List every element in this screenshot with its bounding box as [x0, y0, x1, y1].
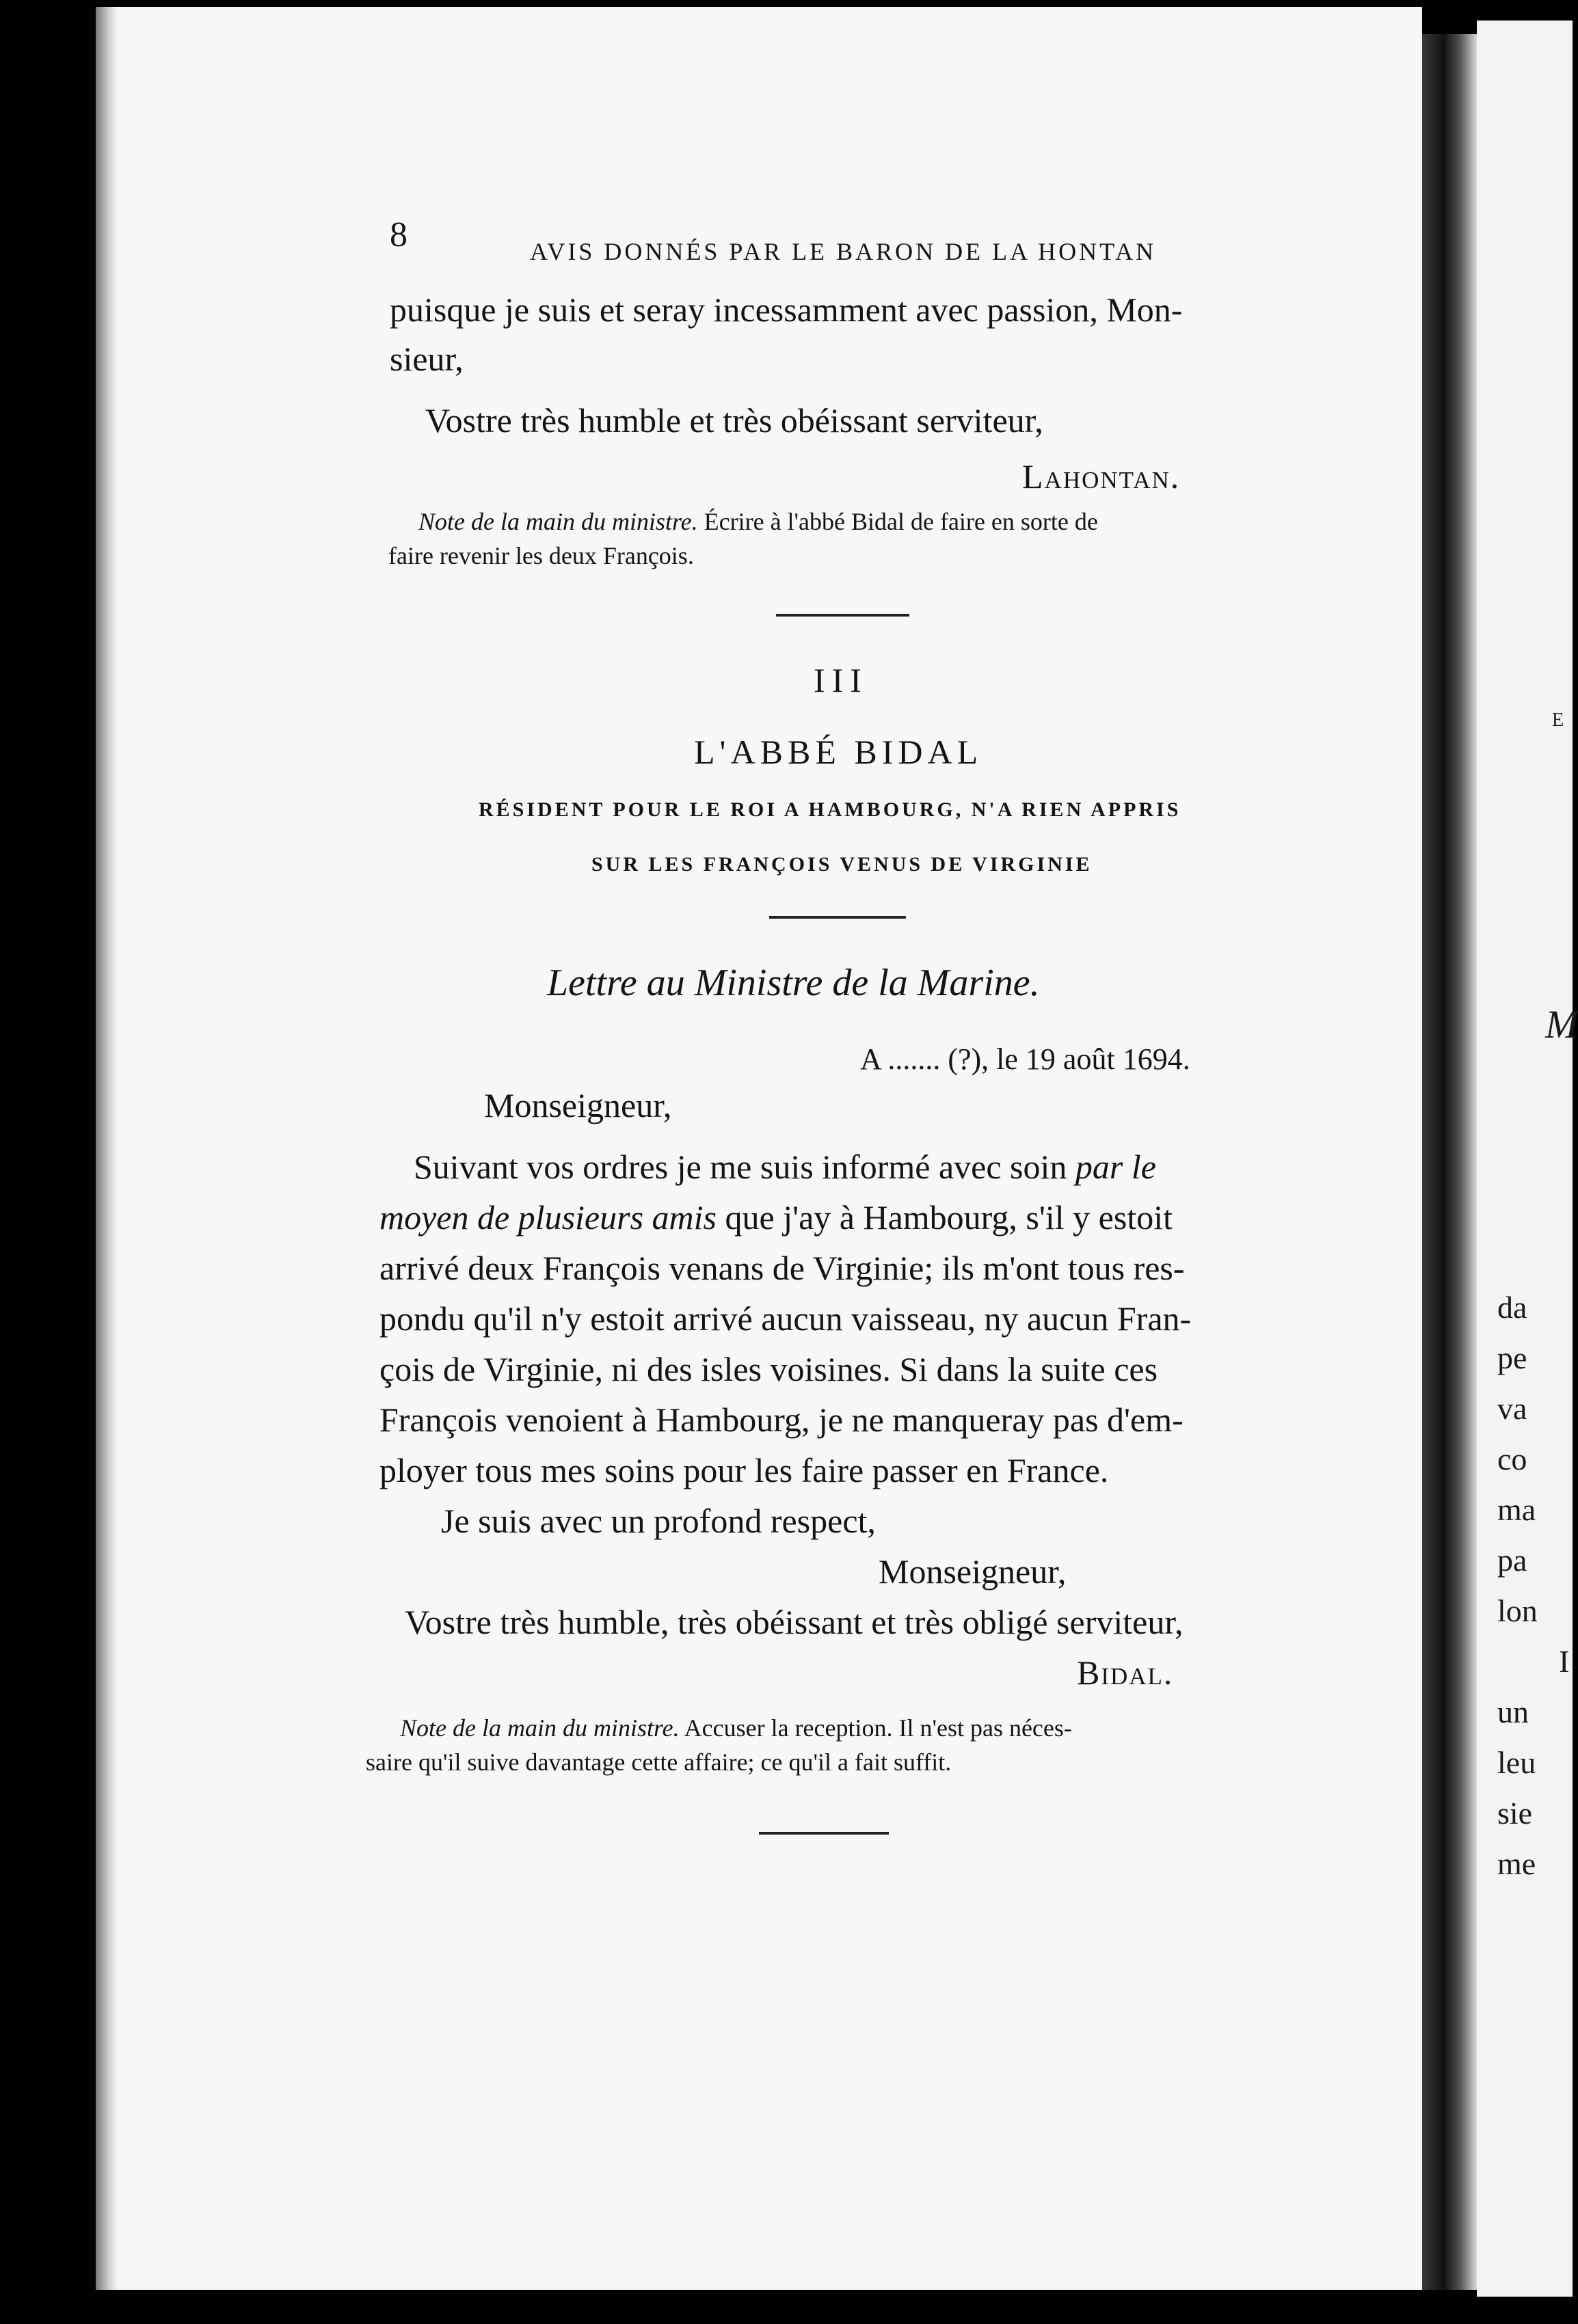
- body-text: que j'ay à Hambourg, s'il y estoit: [717, 1198, 1173, 1237]
- section-subtitle: RÉSIDENT POUR LE ROI A HAMBOURG, N'A RIEN APPRIS: [479, 798, 1181, 821]
- body-line: çois de Virginie, ni des isles voisines. Si dans la suite ces: [379, 1350, 1158, 1388]
- note-text: Accuser la reception. Il n'est pas néces-: [679, 1714, 1072, 1742]
- body-line: [414, 1150, 1156, 1184]
- note-text: faire revenir les deux François.: [388, 542, 694, 569]
- body-line: sieur,: [390, 340, 464, 378]
- next-page-sliver: [1477, 21, 1578, 2297]
- next-page-fragment: pa: [1497, 1543, 1527, 1578]
- note-text: Écrire à l'abbé Bidal de faire en sorte de: [697, 508, 1098, 535]
- closing-line: Vostre très humble, très obéissant et très obligé serviteur,: [405, 1603, 1184, 1641]
- section-title: L'ABBÉ BIDAL: [694, 733, 983, 771]
- body-line: ployer tous mes soins pour les faire passer en France.: [379, 1451, 1109, 1489]
- next-page-fragment: M: [1545, 1002, 1578, 1046]
- next-page-fragment: un: [1497, 1694, 1529, 1729]
- salutation: Monseigneur,: [484, 1086, 672, 1124]
- body-line: Je suis avec un profond respect,: [441, 1502, 876, 1540]
- signature: Lahontan.: [1022, 457, 1181, 496]
- next-page-fragment: I: [1559, 1644, 1570, 1679]
- body-text-italic: par le: [1075, 1148, 1156, 1186]
- letter-title: Lettre au Ministre de la Marine.: [547, 962, 1040, 1004]
- divider-rule: [776, 614, 909, 617]
- next-page-fragment: va: [1497, 1391, 1527, 1426]
- body-line: puisque je suis et seray incessamment avec passion, Mon-: [390, 290, 1183, 329]
- next-page-fragment: me: [1497, 1846, 1536, 1881]
- next-page-fragment: ma: [1497, 1492, 1536, 1527]
- running-title: AVIS DONNÉS PAR LE BARON DE LA HONTAN: [530, 238, 1157, 265]
- ministerial-note: [418, 509, 1098, 534]
- body-line: pondu qu'il n'y estoit arrivé aucun vaisseau, ny aucun Fran-: [379, 1299, 1192, 1338]
- note-label: Note de la main du ministre.: [400, 1714, 680, 1742]
- ministerial-note: [400, 1716, 1072, 1740]
- letter-date: A ....... (?), le 19 août 1694.: [860, 1042, 1190, 1076]
- body-line: [379, 1198, 1173, 1237]
- section-number: III: [814, 661, 868, 699]
- body-line: Monseigneur,: [879, 1552, 1067, 1591]
- page-edge-shadow: [96, 7, 118, 2290]
- body-text-italic: moyen de plusieurs amis: [379, 1198, 717, 1237]
- note-text: saire qu'il suive davantage cette affaire; ce qu'il a fait suffit.: [366, 1748, 952, 1776]
- divider-rule: [769, 916, 906, 919]
- section-subtitle: SUR LES FRANÇOIS VENUS DE VIRGINIE: [591, 853, 1093, 876]
- note-label: Note de la main du ministre.: [418, 508, 698, 535]
- next-page-fragment: co: [1497, 1442, 1527, 1476]
- body-text: Suivant vos ordres je me suis informé avec soin: [414, 1148, 1075, 1186]
- next-page-fragment: leu: [1497, 1745, 1536, 1780]
- divider-rule: [759, 1832, 889, 1835]
- book-gutter: [1422, 34, 1477, 2290]
- next-page-fragment: da: [1497, 1290, 1527, 1325]
- body-line: arrivé deux François venans de Virginie; ils m'ont tous res-: [379, 1249, 1185, 1287]
- signature: Bidal.: [1077, 1653, 1174, 1692]
- body-line: François venoient à Hambourg, je ne manqueray pas d'em-: [379, 1401, 1184, 1439]
- next-page-fragment: sie: [1497, 1796, 1533, 1830]
- page-number: 8: [390, 215, 407, 254]
- next-page-fragment: pe: [1497, 1340, 1527, 1375]
- next-page-fragment: lon: [1497, 1593, 1538, 1628]
- next-page-fragment: E: [1552, 710, 1566, 731]
- closing-line: Vostre très humble et très obéissant serviteur,: [425, 401, 1043, 440]
